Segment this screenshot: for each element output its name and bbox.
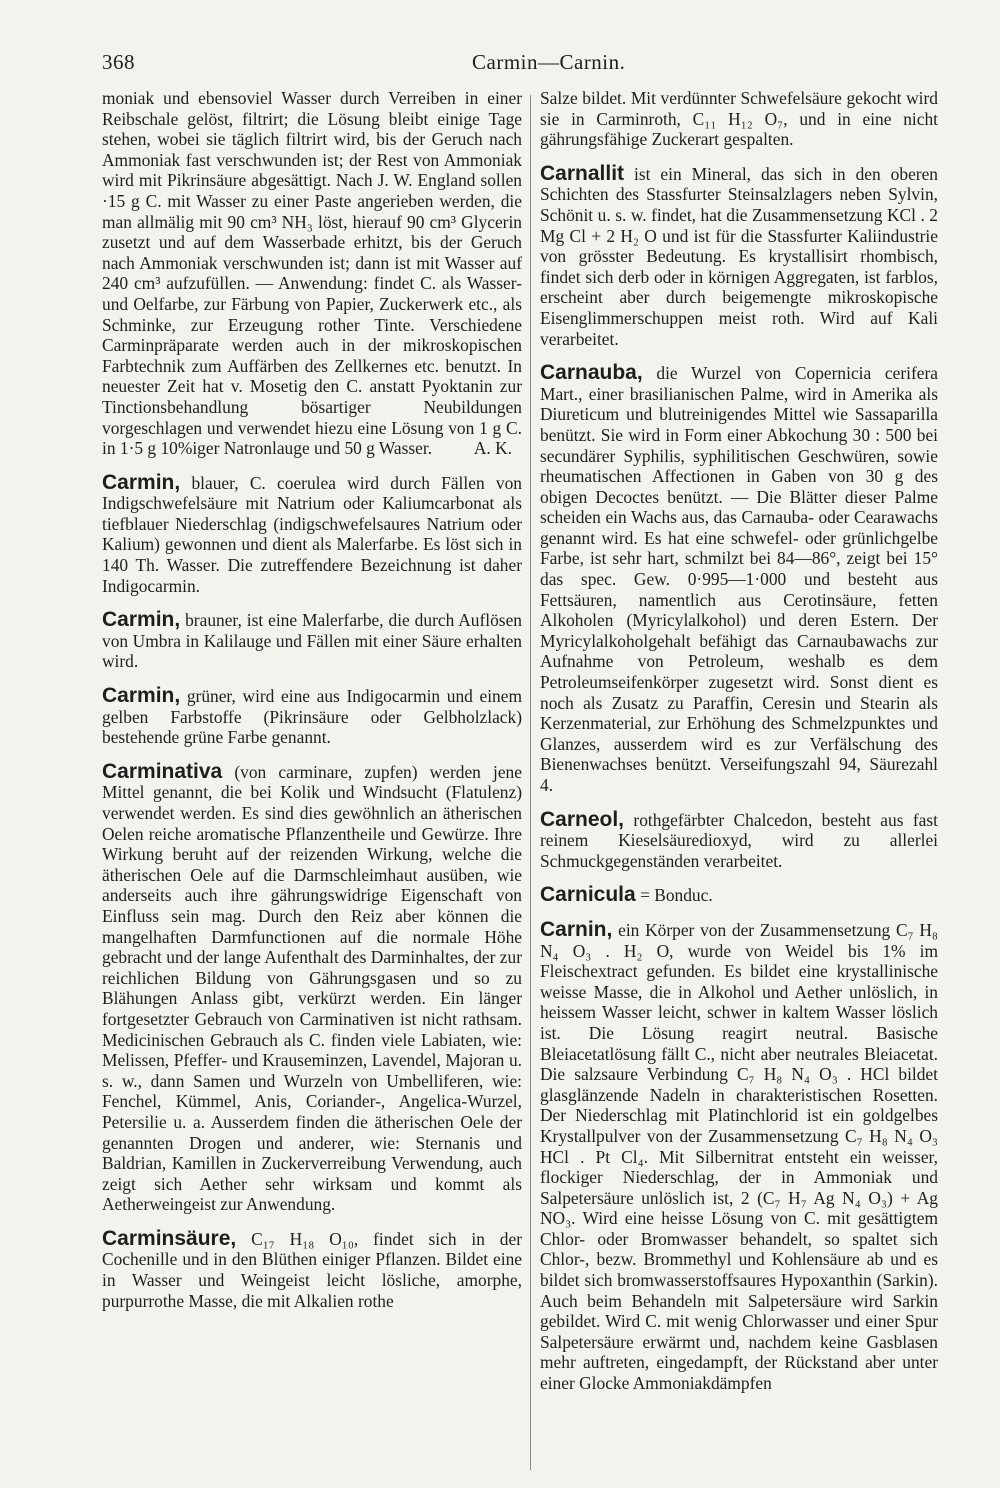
continued-text: Salze bildet. Mit verdünnter Schwefelsäure gekocht wird sie in Carminroth, C₁₁ H₁₂ O₇, und in eine nicht gährungsfähige Zuckerart gespalten. xyxy=(540,88,938,150)
entry-keyword: Carmin, xyxy=(102,608,181,632)
entry-text: ist ein Mineral, das sich in den oberen Schichten des Stassfurter Steinsalzlagers neben Sylvin, Schönit u. s. w. findet, hat die Zusammensetzung KCl . 2 Mg Cl + 2 H₂ O und ist für die Stassfurter Kaliindustrie von grösster Bedeutung. Es krystallisirt rhombisch, findet sich derb oder in körnigen Aggregaten, ist farblos, erscheint aber durch beigemengte mikroskopische Eisenglimmerschuppen meist roth. Wird auf Kali verarbeitet. xyxy=(540,163,938,349)
column-divider xyxy=(530,95,531,1470)
entry-keyword: Carneol, xyxy=(540,807,625,831)
entry-text: die Wurzel von Copernicia cerifera Mart., einer brasilianischen Palme, wird in Amerika als Diureticum und blutreinigendes Mittel wie Sassaparilla benützt. Sie wird in Form einer Abkochung 30 : 500 bei secundärer Syphilis, syphilitischen Geschwüren, sowie rheumatischen Affectionen in Gaben von 30 g des obigen Decoctes benützt. — Die Blätter dieser Palme scheiden ein Wachs aus, das Carnauba- oder Cearawachs genannt wird. Es hat eine schwefel- oder grünlichgelbe Farbe, ist sehr hart, schmilzt bei 84—86°, zeigt bei 15° das spec. Gew. 0·995—1·000 und besteht aus Fettsäuren, namentlich aus Cerotinsäure, fetten Alkoholen (Myricylalkohol) und deren Estern. Der Myricylalkoholgehalt befähigt das Carnaubawachs zur Aufnahme von Petroleum, weshalb es dem Petroleumseifenkörper zugesetzt wird. Sonst dient es noch als Zusatz zu Paraffin, Ceresin und Stearin als Kerzenmaterial, zur Erhöhung des Schmelzpunktes und Glanzes, ausserdem wird es zur Verfälschung des Bienenwachses benützt. Verseifungszahl 94, Säurezahl 4. xyxy=(540,363,938,795)
entry-carminativa xyxy=(102,759,522,1215)
entry-carnauba xyxy=(540,363,938,795)
entry-carmin-gruener xyxy=(102,686,522,748)
running-head: Carmin—Carnin. xyxy=(472,50,626,74)
entry-text: grüner, wird eine aus Indigocarmin und einem gelben Farbstoffe (Pikrinsäure oder Gelbholzlack) bestehende grüne Farbe genannt. xyxy=(102,686,522,748)
entry-keyword: Carmin, xyxy=(102,470,181,494)
page-number: 368 xyxy=(102,50,135,74)
entry-keyword: Carminativa xyxy=(102,759,223,783)
entry-keyword: Carminsäure, xyxy=(102,1226,237,1250)
entry-carneol xyxy=(540,807,938,872)
entry-text: (von carminare, zupfen) werden jene Mittel genannt, die bei Kolik und Windsucht (Flatulenz) verwendet werden. Es sind dies gewöhnlich an ätherischen Oelen reiche aromatische Pflanzentheile und Gewürze. Ihre Wirkung beruht auf der reizenden Wirkung, welche die ätherischen Oele auf die Darmschleimhaut ausüben, wie anderseits auch ihre gährungswidrige Eigenschaft von Einfluss sein mag. Durch den Reiz aber können die mangelhaften Darmfunctionen auf die normale Höhe gebracht und der lange Aufenthalt des Darminhaltes, der zur reichlichen Bildung von Gährungsgasen und so zu Blähungen Anlass gibt, verkürzt werden. Ein länger fortgesetzter Gebrauch von Carminativen ist nicht rathsam. Medicinischen Gebrauch als C. finden viele Labiaten, wie: Melissen, Pfeffer- und Krauseminzen, Lavendel, Majoran u. s. w., dann Samen und Wurzeln von Umbelliferen, wie: Fenchel, Kümmel, Anis, Coriander-, Angelica-Wurzel, Petersilie u. a. Ausserdem finden die ätherischen Oele der genannten Drogen und anderer, wie: Sternanis und Baldrian, Kamillen in Zuckerverreibung Verwendung, auch zeigt sich Aether sehr wirksam und kommt als Aetherweingeist zur Anwendung. xyxy=(102,761,522,1215)
entry-keyword: Carnauba, xyxy=(540,361,643,385)
entry-text: rothgefärbter Chalcedon, besteht aus fast reinem Kieselsäuredioxyd, wird zu allerlei Schmuckgegenständen verarbeitet. xyxy=(540,809,938,871)
continued-text xyxy=(102,88,522,459)
entry-text: brauner, ist eine Malerfarbe, die durch Auflösen von Umbra in Kalilauge und Fällen mit einer Säure erhalten wird. xyxy=(102,610,522,672)
entry-carnicula xyxy=(540,885,938,906)
entry-text: ein Körper von der Zusammensetzung C₇ H₈ N₄ O₃ . H₂ O, wurde von Weidel bis 1% im Fleischextract gefunden. Es bildet eine krystallinische weisse Masse, die in Alkohol und Aether unlöslich, in heissem Wasser leicht, schwer in kaltem Wasser löslich ist. Die Lösung reagirt neutral. Basische Bleiacetatlösung fällt C., nicht aber neutrales Bleiacetat. Die salzsaure Verbindung C₇ H₈ N₄ O₃ . HCl bildet glasglänzende Nadeln in charakteristischen Rosetten. Der Niederschlag mit Platinchlorid ist ein goldgelbes Krystallpulver von der Zusammensetzung C₇ H₈ N₄ O₃ HCl . Pt Cl₄. Mit Silbernitrat entsteht ein weisser, flockiger Niederschlag, der in Ammoniak und Salpetersäure unlöslich ist, 2 (C₇ H₇ Ag N₄ O₃) + Ag NO₃. Wird eine heisse Lösung von C. mit gesättigtem Chlor- oder Bromwasser behandelt, so spaltet sich Chlor-, bezw. Brommethyl und Kohlensäure ab und es bildet sich bromwasserstoffsaures Hypoxanthin (Sarkin). Auch beim Behandeln mit Salpetersäure wird Sarkin gebildet. Wird C. mit wenig Chlorwasser und einer Spur Salpetersäure erwärmt und, nachdem keine Gasblasen mehr auftreten, eingedampft, der Rückstand aber unter einer Glocke Ammoniakdämpfen xyxy=(540,919,938,1394)
entry-text: C₁₇ H₁₈ O₁₀, findet sich in der Cochenille und in den Blüthen einiger Pflanzen. Bildet eine in Wasser und Weingeist leicht lösliche, amorphe, purpurrothe Masse, die mit Alkalien rothe xyxy=(102,1228,522,1311)
entry-text: = Bonduc. xyxy=(640,885,713,906)
entry-carmin-brauner xyxy=(102,610,522,672)
entry-keyword: Carnallit xyxy=(540,161,625,185)
entry-keyword: Carnin, xyxy=(540,917,613,941)
entry-keyword: Carmin, xyxy=(102,684,181,708)
entry-carnallit xyxy=(540,161,938,349)
entry-carnin xyxy=(540,917,938,1394)
continued-body: moniak und ebensoviel Wasser durch Verreiben in einer Reibschale gelöst, filtrirt; die Lösung bleibt einige Tage stehen, wobei sie täglich filtrirt wird, bis der Geruch nach Ammoniak fast verschwunden ist; der Rest von Ammoniak wird mit Pikrinsäure abgesättigt. Nach J. W. England sollen ·15 g C. mit Wasser zu einer Paste angerieben werden, die man allmälig mit 90 cm³ NH₃ löst, hierauf 90 cm³ Glycerin zusetzt und auf dem Wasserbade erhitzt, bis der Geruch nach Ammoniak verschwunden ist; dann ist mit Wasser auf 240 cm³ aufzufüllen. — Anwendung: findet C. als Wasser- und Oelfarbe, zur Färbung von Papier, Zuckerwerk etc., als Schminke, zur Erzeugung rother Tinte. Verschiedene Carminpräparate werden auch in der mikroskopischen Farbtechnik zum Auffärben des Zellkernes etc. benutzt. In neuester Zeit hat v. Mosetig den C. anstatt Pyoktanin zur Tinctionsbehandlung bösartiger Neubildungen vorgeschlagen und verwendet hiezu eine Lösung von 1 g C. in 1·5 g 10%iger Natronlauge und 50 g Wasser. xyxy=(102,88,522,459)
right-column xyxy=(540,88,938,1394)
author-signature: A. K. xyxy=(473,438,512,459)
entry-text: blauer, C. coerulea wird durch Fällen von Indigschwefelsäure mit Natrium oder Kaliumcarbonat als tiefblauer Niederschlag (indigschwefelsaures Natrium oder Kalium) gewonnen und dient als Malerfarbe. Es löst sich in 140 Th. Wasser. Die zutreffendere Bezeichnung ist daher Indigocarmin. xyxy=(102,472,522,596)
entry-carminsaeure xyxy=(102,1226,522,1311)
entry-keyword: Carnicula xyxy=(540,883,636,907)
page-header xyxy=(102,50,942,80)
entry-carmin-blauer xyxy=(102,470,522,597)
left-column xyxy=(102,88,522,1311)
